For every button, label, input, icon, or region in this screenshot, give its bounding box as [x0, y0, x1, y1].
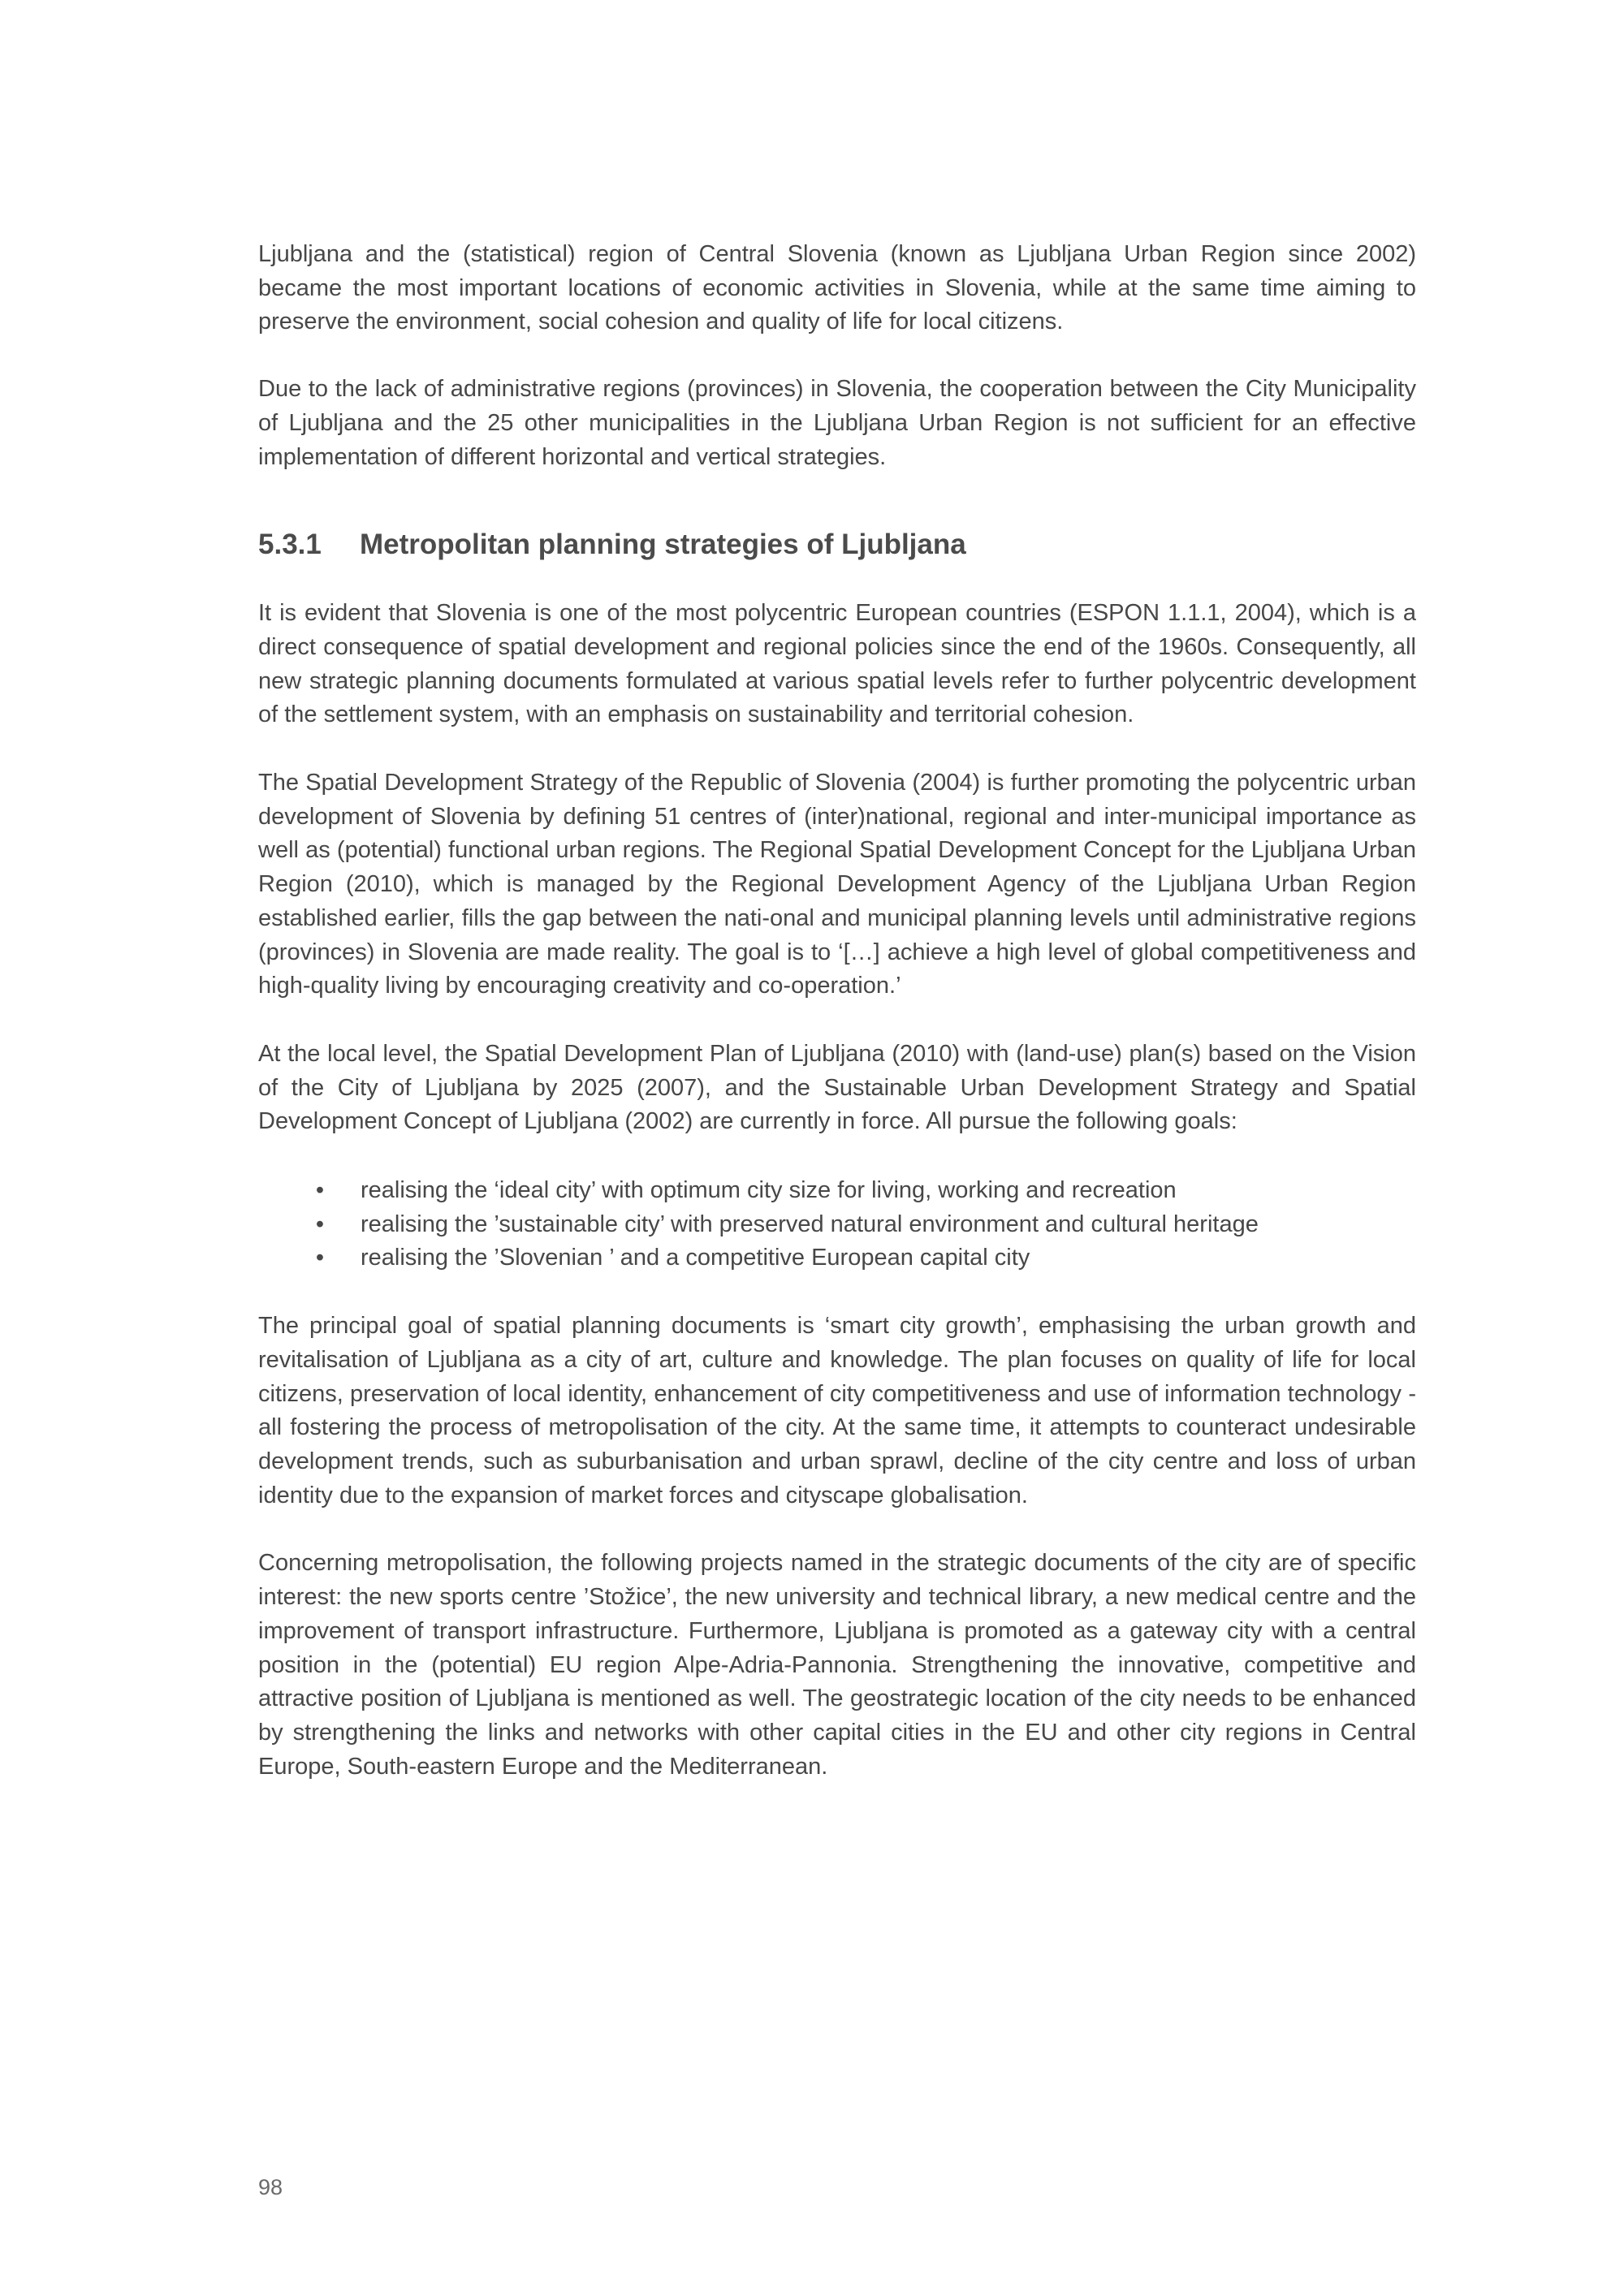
- paragraph-smart-growth: The principal goal of spatial planning documents is ‘smart city growth’, emphasising the urban growth and revitalisation of Ljubljana as a city of art, culture and knowledge. The plan focuses on quality of life for local citizens, preservation of local identity, enhancement of city competitiveness and use of information technology - all fostering the process of metropolisation of the city. At the same time, it attempts to counteract undesirable development trends, such as suburbanisation and urban sprawl, decline of the city centre and loss of urban identity due to the expansion of market forces and cityscape globalisation.: [258, 1313, 1416, 1508]
- bullet-icon: •: [315, 1211, 325, 1237]
- section-heading: [258, 528, 1416, 562]
- page-content: [258, 238, 1416, 1784]
- paragraph-polycentric: It is evident that Slovenia is one of the most polycentric European countries (ESPON 1.1.1, 2004), which is a direct consequence of spatial development and regional policies since the end of the 1960s. Consequently, all new strategic planning documents formulated at various spatial levels refer to further polycentric development of the settlement system, with an emphasis on sustainability and territorial cohesion.: [258, 600, 1416, 728]
- page-number: 98: [258, 2175, 283, 2199]
- bullet-icon: •: [315, 1177, 325, 1204]
- list-item: [258, 1208, 1416, 1242]
- section-number: 5.3.1: [258, 529, 322, 561]
- goal-text: realising the ‘ideal city’ with optimum city size for living, working and recreation: [361, 1177, 1177, 1204]
- paragraph-spatial-strategy: The Spatial Development Strategy of the Republic of Slovenia (2004) is further promoting the polycentric urban development of Slovenia by defining 51 centres of (inter)national, regional and inter-municipal importance as well as (potential) functional urban regions. The Regional Spatial Development Concept for the Ljubljana Urban Region (2010), which is managed by the Regional Development Agency of the Ljubljana Urban Region established earlier, fills the gap between the nati-onal and municipal planning levels until administrative regions (provinces) in Slovenia are made reality. The goal is to ‘[…] achieve a high level of global competitiveness and high-quality living by encouraging creativity and co-operation.’: [258, 770, 1416, 999]
- list-item: [258, 1241, 1416, 1275]
- list-item: [258, 1174, 1416, 1208]
- goal-text: realising the ’sustainable city’ with preserved natural environment and cultural heritage: [361, 1211, 1259, 1237]
- paragraph-intro-cooperation: Due to the lack of administrative regions (provinces) in Slovenia, the cooperation between the City Municipality of Ljubljana and the 25 other municipalities in the Ljubljana Urban Region is not sufficient for an effective implementation of different horizontal and vertical strategies.: [258, 376, 1416, 470]
- paragraph-metropolisation: Concerning metropolisation, the following projects named in the strategic documents of the city are of specific interest: the new sports centre ’Stožice’, the new university and technical library, a new medical centre and the improvement of transport infrastructure. Furthermore, Ljubljana is promoted as a gateway city with a central position in the (potential) EU region Alpe-Adria-Pannonia. Strengthening the innovative, competitive and attractive position of Ljubljana is mentioned as well. The geostrategic location of the city needs to be enhanced by strengthening the links and networks with other capital cities in the EU and other city regions in Central Europe, South-eastern Europe and the Mediterranean.: [258, 1550, 1416, 1780]
- bullet-icon: •: [315, 1245, 325, 1271]
- paragraph-intro-regions: Ljubljana and the (statistical) region of Central Slovenia (known as Ljubljana Urban Region since 2002) became the most important locations of economic activities in Slovenia, while at the same time aiming to preserve the environment, social cohesion and quality of life for local citizens.: [258, 241, 1416, 335]
- paragraph-local-level: At the local level, the Spatial Development Plan of Ljubljana (2010) with (land-use) plan(s) based on the Vision of the City of Ljubljana by 2025 (2007), and the Sustainable Urban Development Strategy and Spatial Development Concept of Ljubljana (2002) are currently in force. All pursue the following goals:: [258, 1040, 1416, 1135]
- goal-text: realising the ’Slovenian ’ and a competitive European capital city: [361, 1245, 1030, 1271]
- section-title: Metropolitan planning strategies of Ljubljana: [360, 529, 966, 561]
- goals-list: [258, 1174, 1416, 1275]
